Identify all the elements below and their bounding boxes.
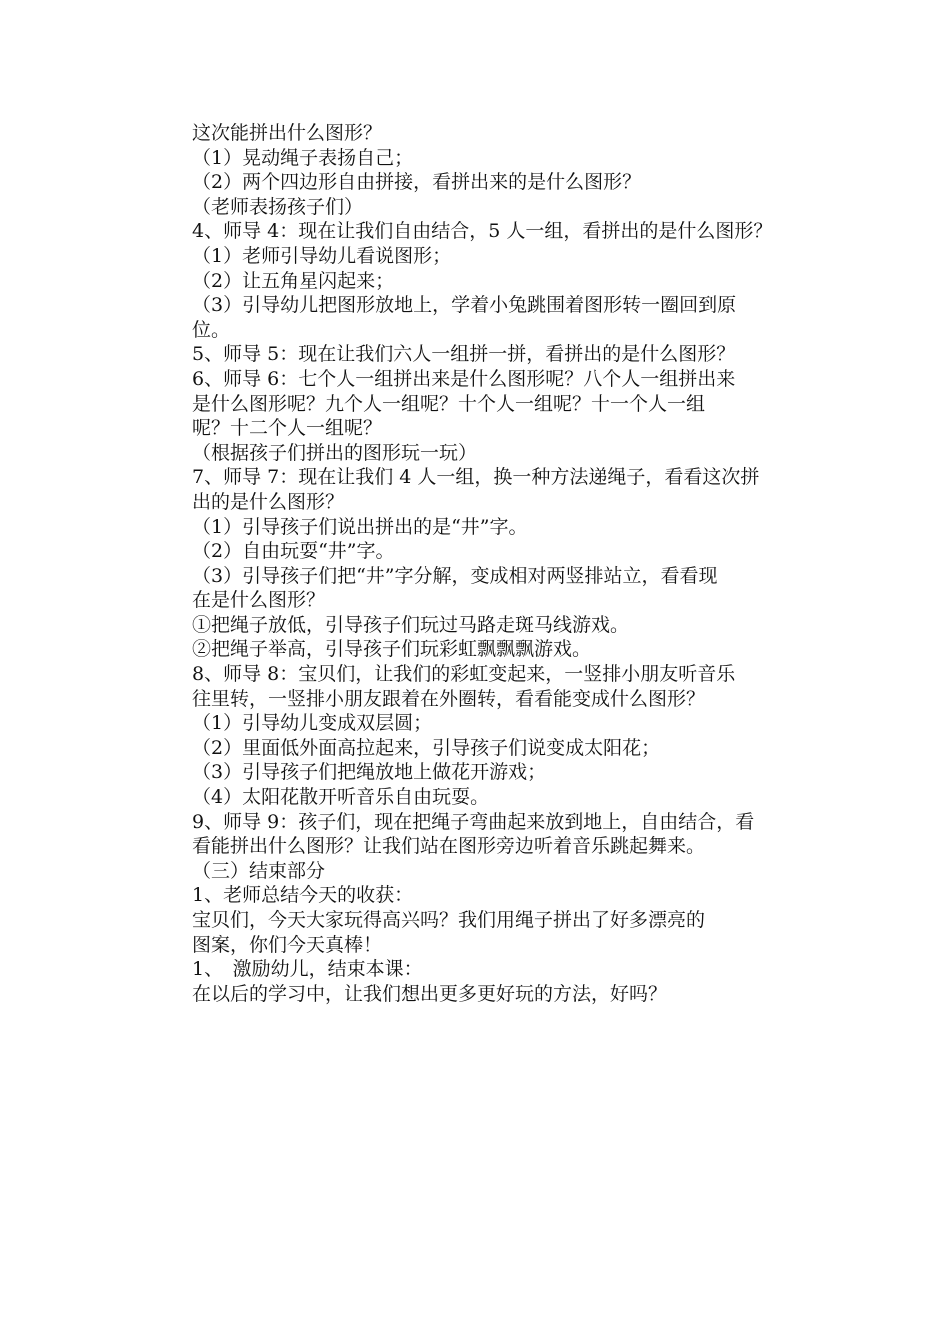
text-line: 看能拼出什么图形？让我们站在图形旁边听着音乐跳起舞来。: [192, 835, 706, 858]
text-line: （2）两个四边形自由拼接，看拼出来的是什么图形？: [192, 171, 642, 194]
text-line: （1）晃动绳子表扬自己；: [192, 146, 414, 169]
text-line: （1）引导幼儿变成双层圆；: [192, 712, 433, 735]
text-line: 1、老师总结今天的收获：: [192, 884, 414, 907]
text-line: （3）引导孩子们把“井”字分解，变成相对两竖排站立，看看现: [192, 564, 718, 587]
text-line: （2）让五角星闪起来；: [192, 269, 395, 292]
text-line: 这次能拼出什么图形？: [192, 122, 383, 144]
text-line: （2）自由玩耍“井”字。: [192, 540, 395, 563]
text-line: 在以后的学习中，让我们想出更多更好玩的方法，好吗？: [192, 982, 668, 1005]
text-line: （1）老师引导幼儿看说图形；: [192, 244, 452, 267]
text-line: 往里转，一竖排小朋友跟着在外圈转，看看能变成什么图形？: [192, 687, 706, 710]
text-line: 呢？十二个人一组呢？: [192, 417, 383, 440]
text-line: 宝贝们，今天大家玩得高兴吗？我们用绳子拼出了好多漂亮的: [192, 909, 706, 931]
text-line: 4、师导 4：现在让我们自由结合，5 人一组，看拼出的是什么图形？: [192, 220, 773, 243]
text-line: 是什么图形呢？九个人一组呢？十个人一组呢？十一个人一组: [192, 392, 706, 415]
text-line: （1）引导孩子们说出拼出的是“井”字。: [192, 515, 528, 538]
text-line: 图案，你们今天真棒！: [192, 933, 383, 956]
text-line: ②把绳子举高，引导孩子们玩彩虹飘飘飘游戏。: [192, 638, 592, 661]
text-line: 8、师导 8：宝贝们，让我们的彩虹变起来，一竖排小朋友听音乐: [192, 663, 736, 686]
text-line: （三）结束部分: [192, 859, 326, 882]
text-line: （根据孩子们拼出的图形玩一玩）: [192, 441, 478, 464]
text-line: 6、师导 6：七个人一组拼出来是什么图形呢？八个人一组拼出来: [192, 367, 736, 390]
document-body: [192, 121, 822, 1006]
text-line: （老师表扬孩子们）: [192, 195, 364, 218]
text-line: 在是什么图形？: [192, 589, 326, 612]
text-line: 位。: [192, 318, 231, 341]
text-line: （3）引导幼儿把图形放地上，学着小兔跳围着图形转一圈回到原: [192, 294, 737, 317]
text-line: 出的是什么图形？: [192, 490, 345, 513]
text-line: （3）引导孩子们把绳放地上做花开游戏；: [192, 761, 547, 784]
text-line: （4）太阳花散开听音乐自由玩耍。: [192, 786, 490, 809]
text-line: 5、师导 5：现在让我们六人一组拼一拼，看拼出的是什么图形？: [192, 343, 736, 366]
text-line: （2）里面低外面高拉起来，引导孩子们说变成太阳花；: [192, 736, 661, 759]
text-line: 1、 激励幼儿，结束本课：: [192, 958, 423, 981]
text-line: 9、师导 9：孩子们，现在把绳子弯曲起来放到地上，自由结合，看: [192, 810, 755, 833]
text-line: 7、师导 7：现在让我们 4 人一组，换一种方法递绳子，看看这次拼: [192, 466, 760, 489]
text-line: ①把绳子放低，引导孩子们玩过马路走斑马线游戏。: [192, 613, 630, 636]
